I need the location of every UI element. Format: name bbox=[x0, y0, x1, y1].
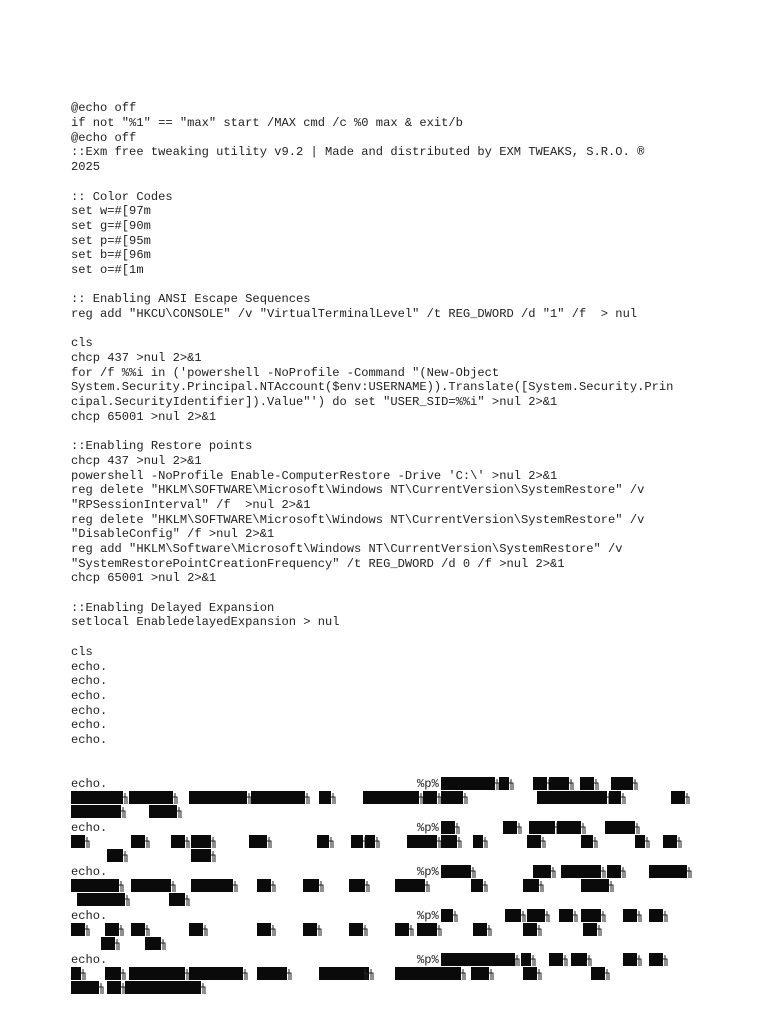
box-drawing-edge bbox=[161, 939, 165, 950]
block-glyph bbox=[441, 835, 457, 848]
block-glyph bbox=[257, 879, 271, 892]
block-glyph bbox=[319, 791, 331, 804]
block-glyph bbox=[71, 923, 85, 936]
script-line: "SystemRestorePointCreationFrequency" /t REG_DWORD /d 0 /f >nul 2>&1 bbox=[71, 556, 565, 571]
block-glyph bbox=[529, 821, 555, 834]
box-drawing-edge bbox=[81, 969, 85, 980]
block-glyph bbox=[363, 791, 419, 804]
box-drawing-edge bbox=[173, 793, 177, 804]
script-line: chcp 65001 >nul 2>&1 bbox=[71, 571, 217, 586]
box-drawing-edge bbox=[409, 925, 413, 936]
box-drawing-edge bbox=[531, 955, 535, 966]
blank-line bbox=[71, 425, 711, 440]
box-drawing-edge bbox=[563, 955, 567, 966]
script-line: echo. bbox=[71, 688, 108, 703]
blank-line bbox=[71, 630, 711, 645]
block-glyph bbox=[537, 791, 607, 804]
block-glyph bbox=[635, 835, 645, 848]
box-drawing-edge bbox=[635, 823, 639, 834]
box-drawing-edge bbox=[185, 969, 189, 980]
block-glyph bbox=[503, 821, 517, 834]
block-glyph bbox=[189, 923, 203, 936]
box-drawing-edge bbox=[365, 881, 369, 892]
block-glyph bbox=[523, 967, 537, 980]
block-glyph bbox=[549, 953, 563, 966]
batch-script-listing bbox=[71, 72, 711, 1026]
box-drawing-edge bbox=[121, 969, 125, 980]
box-drawing-edge bbox=[271, 881, 275, 892]
script-line: reg add "HKCU\CONSOLE" /v "VirtualTerminalLevel" /t REG_DWORD /d "1" /f > nul bbox=[71, 307, 638, 322]
box-drawing-edge bbox=[247, 793, 251, 804]
block-glyph bbox=[77, 893, 125, 906]
block-glyph bbox=[125, 981, 201, 994]
script-line: chcp 437 >nul 2>&1 bbox=[71, 351, 202, 366]
block-glyph bbox=[441, 953, 511, 966]
box-drawing-edge bbox=[419, 793, 423, 804]
box-drawing-edge bbox=[471, 867, 475, 878]
block-glyph bbox=[581, 835, 593, 848]
ascii-art-row bbox=[71, 865, 711, 909]
block-glyph bbox=[349, 879, 365, 892]
script-line: echo. bbox=[71, 732, 108, 747]
block-glyph bbox=[549, 777, 569, 790]
box-drawing-edge bbox=[123, 851, 127, 862]
block-glyph bbox=[471, 879, 483, 892]
box-drawing-edge bbox=[487, 925, 491, 936]
block-glyph bbox=[145, 937, 161, 950]
box-drawing-edge bbox=[287, 969, 291, 980]
block-glyph bbox=[611, 777, 633, 790]
block-glyph bbox=[149, 805, 177, 818]
script-line: set w=#[97m bbox=[71, 204, 151, 219]
box-drawing-edge bbox=[609, 881, 613, 892]
box-drawing-edge bbox=[121, 983, 125, 994]
box-drawing-edge bbox=[537, 969, 541, 980]
block-glyph bbox=[580, 777, 594, 790]
box-drawing-edge bbox=[375, 837, 379, 848]
echo-command: echo. bbox=[71, 909, 108, 924]
box-drawing-edge bbox=[509, 779, 513, 790]
box-drawing-edge bbox=[363, 925, 367, 936]
box-drawing-edge bbox=[329, 837, 333, 848]
script-line: cls bbox=[71, 336, 93, 351]
block-glyph bbox=[561, 865, 601, 878]
box-drawing-edge bbox=[211, 851, 215, 862]
block-glyph bbox=[581, 879, 609, 892]
block-glyph bbox=[623, 909, 637, 922]
box-drawing-edge bbox=[581, 823, 585, 834]
box-drawing-edge bbox=[569, 779, 573, 790]
block-glyph bbox=[583, 923, 597, 936]
block-glyph bbox=[505, 909, 521, 922]
script-line: chcp 65001 >nul 2>&1 bbox=[71, 409, 217, 424]
block-glyph bbox=[365, 835, 375, 848]
block-glyph bbox=[249, 835, 267, 848]
box-drawing-edge bbox=[685, 793, 689, 804]
block-glyph bbox=[71, 835, 85, 848]
block-glyph bbox=[131, 879, 171, 892]
box-drawing-edge bbox=[545, 911, 549, 922]
block-glyph bbox=[71, 967, 81, 980]
box-drawing-edge bbox=[687, 867, 691, 878]
block-glyph bbox=[649, 953, 663, 966]
box-drawing-edge bbox=[125, 895, 129, 906]
script-line: set p=#[95m bbox=[71, 233, 151, 248]
block-glyph bbox=[607, 865, 621, 878]
box-drawing-edge bbox=[677, 837, 681, 848]
box-drawing-edge bbox=[319, 881, 323, 892]
box-drawing-edge bbox=[243, 969, 247, 980]
block-glyph bbox=[441, 777, 495, 790]
box-drawing-edge bbox=[121, 807, 125, 818]
block-glyph bbox=[257, 967, 287, 980]
block-glyph bbox=[473, 923, 487, 936]
block-glyph bbox=[395, 879, 425, 892]
color-variable-marker: %p% bbox=[417, 865, 439, 880]
echo-command: echo. bbox=[71, 865, 108, 880]
block-glyph bbox=[609, 791, 621, 804]
color-variable-marker: %p% bbox=[417, 821, 439, 836]
script-line: "RPSessionInterval" /f >nul 2>&1 bbox=[71, 497, 311, 512]
block-glyph bbox=[649, 865, 687, 878]
box-drawing-edge bbox=[551, 867, 555, 878]
box-drawing-edge bbox=[201, 983, 205, 994]
blank-line bbox=[71, 175, 711, 190]
box-drawing-edge bbox=[573, 911, 577, 922]
box-drawing-edge bbox=[369, 969, 373, 980]
blank-line bbox=[71, 278, 711, 293]
block-glyph bbox=[441, 909, 453, 922]
block-glyph bbox=[257, 923, 271, 936]
script-lines bbox=[71, 101, 711, 747]
block-glyph bbox=[171, 835, 185, 848]
box-drawing-edge bbox=[203, 925, 207, 936]
box-drawing-edge bbox=[461, 969, 465, 980]
block-glyph bbox=[349, 923, 363, 936]
blank-line bbox=[71, 322, 711, 337]
box-drawing-edge bbox=[517, 823, 521, 834]
block-glyph bbox=[441, 821, 455, 834]
echo-command: echo. bbox=[71, 821, 108, 836]
script-line: cipal.SecurityIdentifier]).Value"') do set "USER_SID=%%i" >nul 2>&1 bbox=[71, 395, 558, 410]
box-drawing-edge bbox=[437, 925, 441, 936]
block-glyph bbox=[503, 953, 515, 966]
script-line: reg delete "HKLM\SOFTWARE\Microsoft\Windows NT\CurrentVersion\SystemRestore" /v bbox=[71, 483, 645, 498]
script-line: set o=#[1m bbox=[71, 262, 144, 277]
box-drawing-edge bbox=[437, 793, 441, 804]
block-glyph bbox=[663, 835, 677, 848]
echo-command: echo. bbox=[71, 777, 108, 792]
box-drawing-edge bbox=[233, 881, 237, 892]
box-drawing-edge bbox=[594, 779, 598, 790]
box-drawing-edge bbox=[145, 837, 149, 848]
box-drawing-edge bbox=[601, 867, 605, 878]
block-glyph bbox=[131, 835, 145, 848]
script-line: 2025 bbox=[71, 160, 101, 175]
box-drawing-edge bbox=[317, 925, 321, 936]
ascii-art-row bbox=[71, 953, 711, 997]
script-line: echo. bbox=[71, 659, 108, 674]
script-line: ::Enabling Delayed Expansion bbox=[71, 600, 275, 615]
box-drawing-edge bbox=[305, 793, 309, 804]
script-line: ::Exm free tweaking utility v9.2 | Made and distributed by EXM TWEAKS, S.R.O. ® bbox=[71, 145, 645, 160]
color-variable-marker: %p% bbox=[417, 777, 439, 792]
block-glyph bbox=[317, 835, 329, 848]
block-glyph bbox=[169, 893, 185, 906]
box-drawing-edge bbox=[145, 925, 149, 936]
box-drawing-edge bbox=[171, 881, 175, 892]
script-line: @echo off bbox=[71, 101, 137, 116]
block-glyph bbox=[559, 909, 573, 922]
block-glyph bbox=[71, 879, 119, 892]
block-glyph bbox=[191, 879, 233, 892]
box-drawing-edge bbox=[455, 823, 459, 834]
block-glyph bbox=[571, 953, 587, 966]
block-glyph bbox=[395, 967, 461, 980]
box-drawing-edge bbox=[425, 881, 429, 892]
box-drawing-edge bbox=[271, 925, 275, 936]
block-glyph bbox=[105, 967, 121, 980]
script-line: echo. bbox=[71, 674, 108, 689]
box-drawing-edge bbox=[267, 837, 271, 848]
box-drawing-edge bbox=[597, 925, 601, 936]
block-glyph bbox=[303, 923, 317, 936]
block-glyph bbox=[71, 805, 121, 818]
box-drawing-edge bbox=[119, 881, 123, 892]
script-line: set g=#[90m bbox=[71, 218, 151, 233]
box-drawing-edge bbox=[633, 779, 637, 790]
block-glyph bbox=[605, 821, 635, 834]
block-glyph bbox=[441, 791, 463, 804]
block-glyph bbox=[189, 791, 247, 804]
box-drawing-edge bbox=[539, 881, 543, 892]
block-glyph bbox=[71, 981, 99, 994]
block-glyph bbox=[557, 821, 581, 834]
block-glyph bbox=[251, 791, 305, 804]
block-glyph bbox=[101, 937, 115, 950]
box-drawing-edge bbox=[541, 837, 545, 848]
block-glyph bbox=[441, 865, 471, 878]
box-drawing-edge bbox=[463, 793, 467, 804]
script-line: reg add "HKLM\Software\Microsoft\Windows NT\CurrentVersion\SystemRestore" /v bbox=[71, 542, 623, 557]
box-drawing-edge bbox=[515, 955, 519, 966]
block-glyph bbox=[129, 791, 173, 804]
block-glyph bbox=[527, 835, 541, 848]
block-glyph bbox=[395, 923, 409, 936]
block-glyph bbox=[521, 953, 531, 966]
script-line: chcp 437 >nul 2>&1 bbox=[71, 453, 202, 468]
block-glyph bbox=[533, 865, 551, 878]
block-glyph bbox=[191, 835, 211, 848]
block-glyph bbox=[189, 967, 243, 980]
block-glyph bbox=[71, 791, 123, 804]
ascii-art-row bbox=[71, 909, 711, 953]
box-drawing-edge bbox=[85, 925, 89, 936]
box-drawing-edge bbox=[521, 911, 525, 922]
box-drawing-edge bbox=[457, 837, 461, 848]
color-variable-marker: %p% bbox=[417, 909, 439, 924]
block-glyph bbox=[649, 909, 663, 922]
script-line: echo. bbox=[71, 718, 108, 733]
box-drawing-edge bbox=[123, 793, 127, 804]
script-line: powershell -NoProfile Enable-ComputerRestore -Drive 'C:\' >nul 2>&1 bbox=[71, 468, 558, 483]
box-drawing-edge bbox=[119, 925, 123, 936]
box-drawing-edge bbox=[483, 881, 487, 892]
script-line: :: Enabling ANSI Escape Sequences bbox=[71, 292, 311, 307]
block-glyph bbox=[671, 791, 685, 804]
script-line: if not "%1" == "max" start /MAX cmd /c %0 max & exit/b bbox=[71, 116, 463, 131]
block-glyph bbox=[191, 849, 211, 862]
box-drawing-edge bbox=[115, 939, 119, 950]
script-line: setlocal EnabledelayedExpansion > nul bbox=[71, 615, 340, 630]
box-drawing-edge bbox=[593, 837, 597, 848]
script-line: reg delete "HKLM\SOFTWARE\Microsoft\Windows NT\CurrentVersion\SystemRestore" /v bbox=[71, 512, 645, 527]
color-variable-marker: %p% bbox=[417, 953, 439, 968]
box-drawing-edge bbox=[587, 955, 591, 966]
block-glyph bbox=[349, 967, 363, 980]
script-line: set b=#[96m bbox=[71, 248, 151, 263]
box-drawing-edge bbox=[605, 969, 609, 980]
block-glyph bbox=[423, 791, 437, 804]
block-glyph bbox=[527, 909, 545, 922]
script-line: "DisableConfig" /f >nul 2>&1 bbox=[71, 527, 275, 542]
box-drawing-edge bbox=[453, 911, 457, 922]
block-glyph bbox=[581, 909, 601, 922]
box-drawing-edge bbox=[537, 925, 541, 936]
box-drawing-edge bbox=[185, 837, 189, 848]
box-drawing-edge bbox=[99, 983, 103, 994]
block-glyphs bbox=[71, 953, 696, 1013]
block-glyph bbox=[623, 953, 637, 966]
block-glyph bbox=[351, 835, 363, 848]
block-glyph bbox=[523, 879, 539, 892]
box-drawing-edge bbox=[437, 837, 441, 848]
box-drawing-edge bbox=[177, 807, 181, 818]
box-drawing-edge bbox=[621, 867, 625, 878]
box-drawing-edge bbox=[637, 955, 641, 966]
block-glyph bbox=[473, 835, 483, 848]
block-glyph bbox=[129, 967, 185, 980]
ascii-art-row bbox=[71, 821, 711, 865]
script-line: cls bbox=[71, 644, 93, 659]
ascii-art-banner bbox=[71, 777, 711, 997]
box-drawing-edge bbox=[621, 793, 625, 804]
script-line: for /f %%i in ('powershell -NoProfile -Command "(New-Object bbox=[71, 365, 500, 380]
block-glyph bbox=[131, 923, 145, 936]
box-drawing-edge bbox=[483, 837, 487, 848]
script-line: echo. bbox=[71, 703, 108, 718]
block-glyph bbox=[407, 835, 437, 848]
block-glyph bbox=[303, 879, 319, 892]
script-line: :: Color Codes bbox=[71, 189, 173, 204]
box-drawing-edge bbox=[495, 779, 499, 790]
blank-line bbox=[71, 586, 711, 601]
box-drawing-edge bbox=[211, 837, 215, 848]
box-drawing-edge bbox=[663, 911, 667, 922]
block-glyph bbox=[107, 849, 123, 862]
block-glyph bbox=[523, 923, 537, 936]
block-glyph bbox=[107, 981, 121, 994]
box-drawing-edge bbox=[85, 837, 89, 848]
box-drawing-edge bbox=[185, 895, 189, 906]
box-drawing-edge bbox=[601, 911, 605, 922]
box-drawing-edge bbox=[663, 955, 667, 966]
script-line: ::Enabling Restore points bbox=[71, 439, 253, 454]
block-glyph bbox=[417, 923, 437, 936]
script-line: @echo off bbox=[71, 130, 137, 145]
box-drawing-edge bbox=[331, 793, 335, 804]
block-glyph bbox=[591, 967, 605, 980]
block-glyph bbox=[471, 967, 489, 980]
block-glyph bbox=[105, 923, 119, 936]
block-glyph bbox=[533, 777, 547, 790]
ascii-art-row bbox=[71, 777, 711, 821]
script-line: System.Security.Principal.NTAccount($env:USERNAME)).Translate([System.Security.Prin bbox=[71, 380, 674, 395]
box-drawing-edge bbox=[645, 837, 649, 848]
echo-command: echo. bbox=[71, 953, 108, 968]
box-drawing-edge bbox=[637, 911, 641, 922]
block-glyph bbox=[499, 777, 509, 790]
box-drawing-edge bbox=[489, 969, 493, 980]
